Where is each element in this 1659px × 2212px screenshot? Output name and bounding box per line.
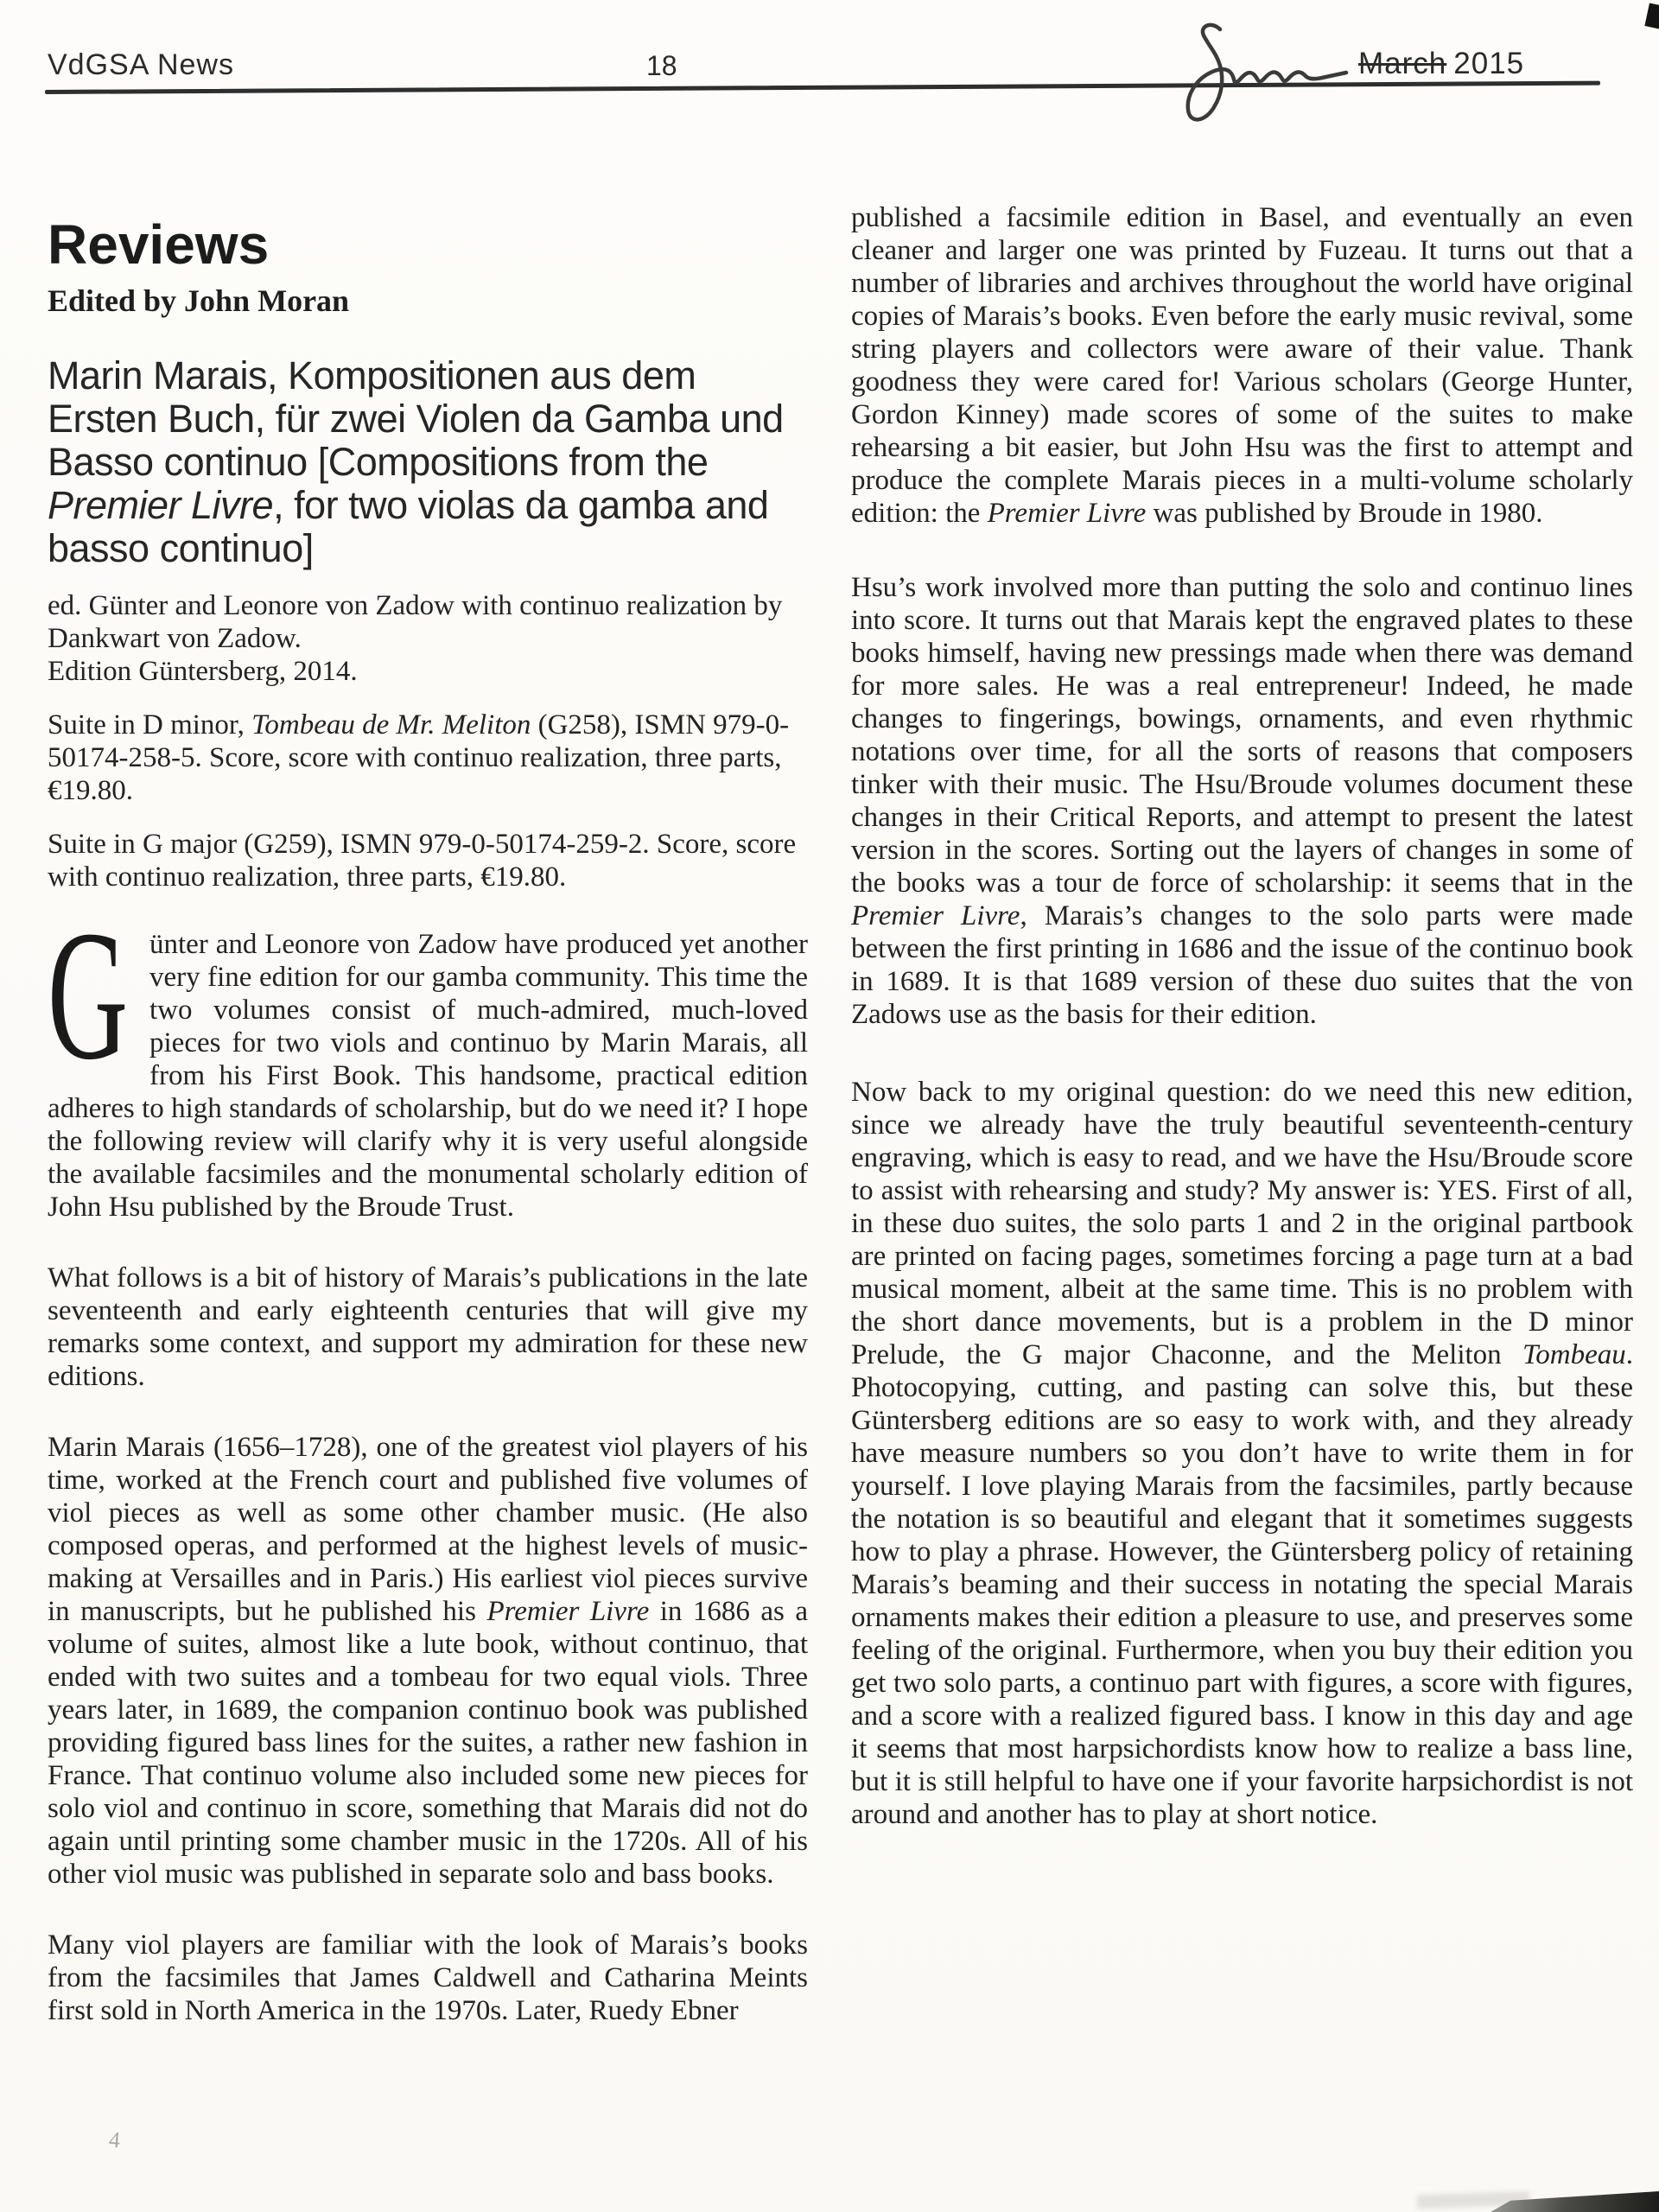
left-column [48,213,808,2027]
marais-biography-paragraph: Marin Marais (1656–1728), one of the greatest viol players of his time, worked at the French court and published five volumes of viol pieces as well as some other chamber music. (He also composed operas, and performed at the highest levels of music-making at Versailles and in Paris.) His earliest viol pieces survive in manuscripts, but he published his Premier Livre in 1686 as a volume of suites, almost like a lute book, without continuo, that ended with two suites and a tombeau for two equal viols. Three years later, in 1689, the companion continuo book was published providing figured bass lines for the suites, a rather new fashion in France. That continuo volume also included some new pieces for solo viol and continuo in score, something that Marais did not do again until printing some chamber music in the 1720s. All of his other viol music was published in separate solo and bass books. [48,1432,808,1890]
hsu-work-paragraph: Hsu’s work involved more than putting the solo and continuo lines into score. It turns out that Marais kept the engraved plates to these books himself, having new pressings made when there was demand for more sales. He was a real entrepreneur! Indeed, he made changes to fingerings, bowings, ornaments, and even rhythmic notations over time, for all the sorts of reasons that composers tinker with their music. The Hsu/Broude volumes document these changes in their Critical Reports, and attempt to present the latest version in the scores. Sorting out the layers of changes in some of the books was a tour de force of scholarship: it seems that in the Premier Livre, Marais’s changes to the solo parts were made between the first printing in 1686 and the issue of the continuo book in 1689. It is that 1689 version of these duo suites that the von Zadows use as the basis for their edition. [851,572,1633,1030]
masthead-title: VdGSA News [48,48,234,81]
conclusion-paragraph: Now back to my original question: do we need this new edition, since we already have the truly beautiful seventeenth-century engraving, which is easy to read, and we have the Hsu/Broude score to assist with rehearsing and study? My answer is: YES. First of all, in these duo suites, the solo parts 1 and 2 in the original partbook are printed on facing pages, sometimes forcing a page turn at a bad musical moment, albeit at the same time. This is no problem with the short dance movements, but is a problem in the D minor Prelude, the G major Chaconne, and the Meliton Tombeau. Photocopying, cutting, and pasting can solve this, but these Güntersberg editions are so easy to work with, and they already have measure numbers so you don’t have to write them in for yourself. I love playing Marais from the facsimiles, partly because the notation is so beautiful and elegant that it sometimes suggests how to play a phrase. However, the Güntersberg policy of retaining Marais’s beaming and their success in notating the special Marais ornaments makes their edition a pleasure to use, and preserves some feeling of the original. Furthermore, when you buy their edition you get two solo parts, a continuo part with figures, a score with figures, and a score with a realized figured bass. I know in this day and age it seems that most harpsichordists know how to realize a bass line, but it is still helpful to have one if your favorite harpsichordist is not around and another has to play at short notice. [851,1077,1633,1830]
section-heading: Reviews [48,213,270,276]
edited-by-line: Edited by John Moran [48,283,350,318]
edition-line: Edition Güntersberg, 2014. [48,656,358,687]
header-rule [45,81,1600,94]
facsimiles-paragraph: Many viol players are familiar with the look of Marais’s books from the facsimiles that James Caldwell and Catharina Meints first sold in North America in the 1970s. Later, Ruedy Ebner [48,1929,808,2026]
dropcap-letter [48,931,137,1061]
handwritten-june-annotation [1185,19,1350,140]
struck-month: March [1358,47,1447,80]
stray-pencil-mark: 4 [108,2126,122,2153]
right-column [851,201,1633,1831]
suite-listing-2: Suite in G major (G259), ISMN 979-0-50174-259-2. Score, score with continuo realization, three parts, €19.80. [48,829,797,893]
facsimile-history-paragraph: published a facsimile edition in Basel, and eventually an even cleaner and larger one was printed by Fuzeau. It turns out that a number of libraries and archives throughout the world have original copies of Marais’s books. Even before the early music revival, some string players and collectors were aware of their value. Thank goodness they were cared for! Various scholars (George Hunter, Gordon Kinney) made scores of some of the suites to make rehearsing a bit easier, but John Hsu was the first to attempt and produce the complete Marais pieces in a multi-volume scholarly edition: the Premier Livre was published by Broude in 1980. [851,202,1633,529]
opening-paragraph [48,928,808,1224]
suite-listing-1: Suite in D minor, Tombeau de Mr. Meliton (G258), ISMN 979-0-50174-258-5. Score, score with continuo realization, three parts, €19.80. [48,709,790,806]
review-title: Marin Marais, Kompositionen aus dem Ersten Buch, für zwei Violen da Gamba und Basso continuo [Compositions from the Premier Livre, for two violas da gamba and basso continuo] [48,353,784,570]
history-paragraph: What follows is a bit of history of Marais’s publications in the late seventeenth and early eighteenth centuries that will give my remarks some context, and support my admiration for these new editions. [48,1262,808,1392]
issue-date [1358,47,1524,81]
editors-line: ed. Günter and Leonore von Zadow with continuo realization by Dankwart von Zadow. [48,590,783,654]
svg-text:G: G [48,931,129,1061]
issue-year: 2015 [1453,47,1525,80]
page-number: 18 [646,50,677,81]
opening-paragraph-text: ünter and Leonore von Zadow have produced yet another very fine edition for our gamba community. This time the two volumes consist of much-admired, much-loved pieces for two viols and continuo by Marin Marais, all from his First Book. This handsome, practical edition adheres to high standards of scholarship, but do we need it? I hope the following review will clarify why it is very useful alongside the available facsimiles and the monumental scholarly edition of John Hsu published by the Broude Trust. [48,929,808,1223]
scan-corner-mark [1644,3,1659,29]
